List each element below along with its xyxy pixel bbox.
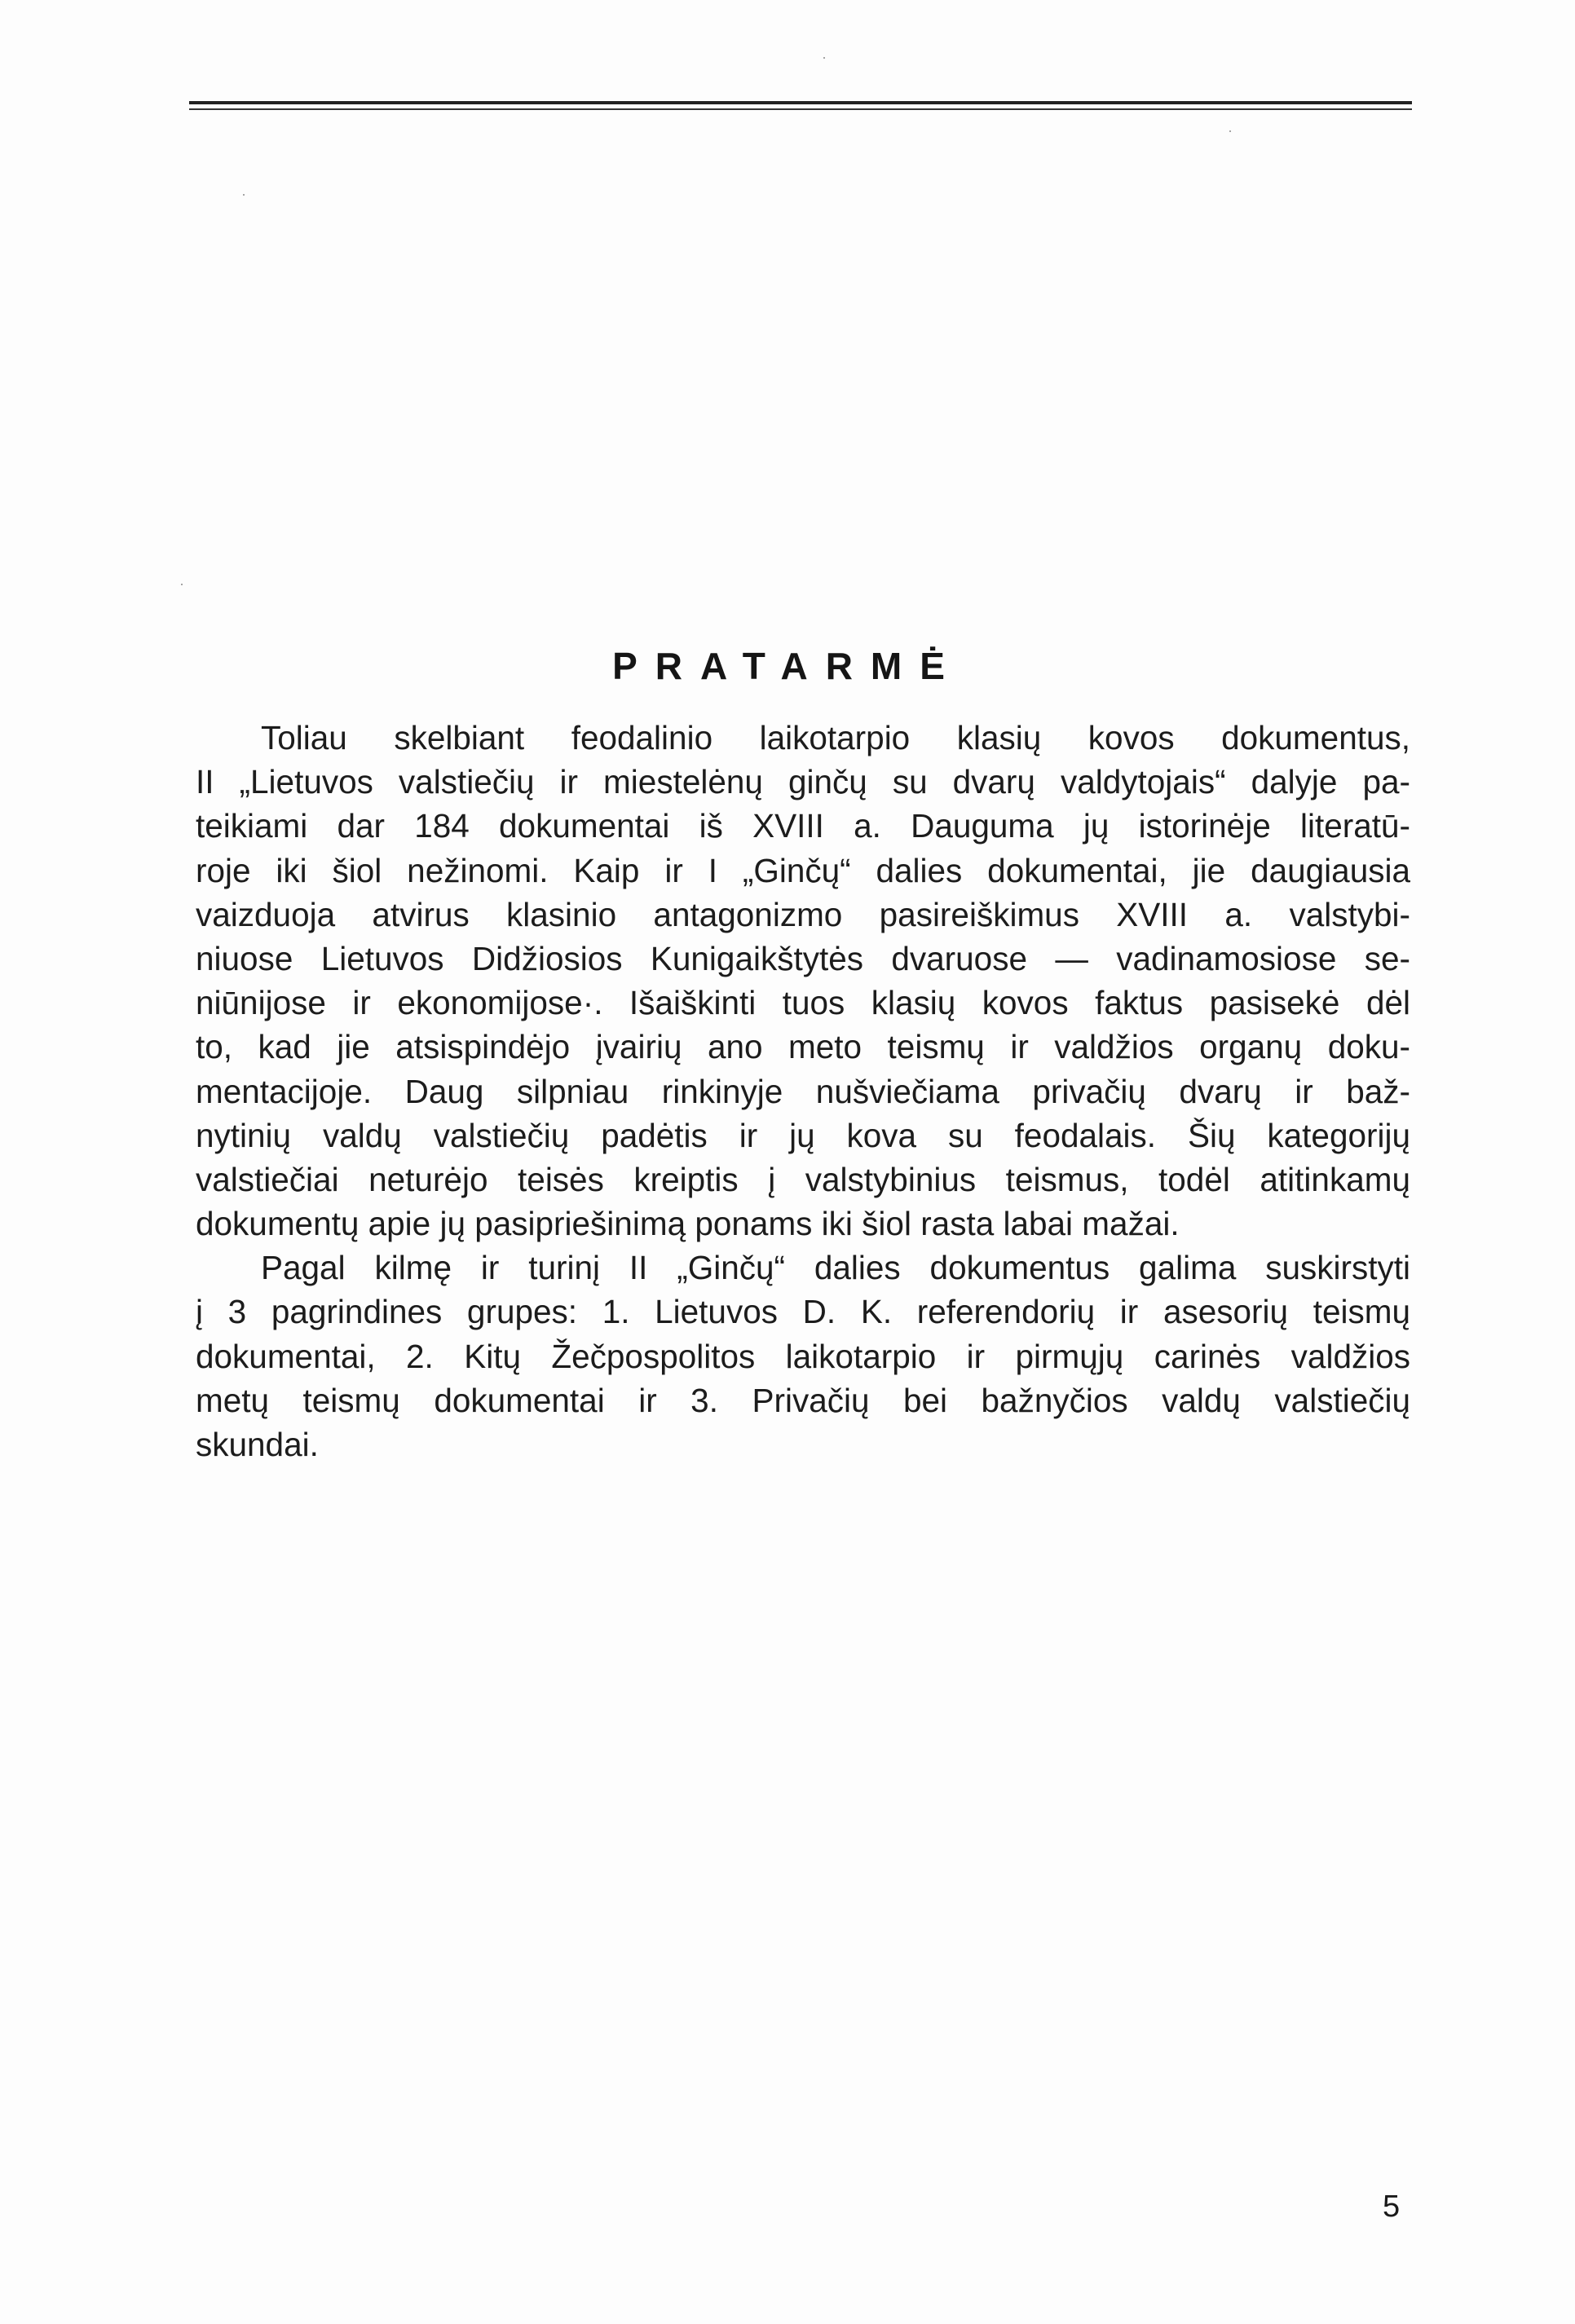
text-line: Pagal kilmę ir turinį II „Ginčų“ dalies dokumentus galima suskirstyti	[261, 1249, 1410, 1287]
text-line: mentacijoje. Daug silpniau rinkinyje nušviečiama privačių dvarų ir baž-	[196, 1072, 1410, 1110]
text-line: vaizduoja atvirus klasinio antagonizmo pasireiškimus XVIII a. valstybi-	[196, 895, 1410, 933]
page-title: PRATARMĖ	[612, 645, 963, 687]
text-line: skundai.	[196, 1426, 319, 1463]
text-line: į 3 pagrindines grupes: 1. Lietuvos D. K. referendorių ir asesorių teismų	[196, 1293, 1410, 1331]
text-line: to, kad jie atsispindėjo įvairių ano meto teismų ir valdžios organų doku-	[196, 1028, 1410, 1066]
text-line: valstiečiai neturėjo teisės kreiptis į valstybinius teismus, todėl atitinkamų	[196, 1160, 1410, 1198]
text-line: dokumentų apie jų pasipriešinimą ponams iki šiol rasta labai mažai.	[196, 1205, 1180, 1243]
top-rule-thin	[189, 108, 1412, 110]
top-rule-thick	[189, 101, 1412, 104]
text-line: niuose Lietuvos Didžiosios Kunigaikštytės dvaruose — vadinamosiose se-	[196, 939, 1410, 977]
text-line: dokumentai, 2. Kitų Žečpospolitos laikotarpio ir pirmųjų carinės valdžios	[196, 1337, 1410, 1375]
text-line: nytinių valdų valstiečių padėtis ir jų kova su feodalais. Šių kategorijų	[196, 1116, 1410, 1154]
text-line: niūnijose ir ekonomijose·. Išaiškinti tuos klasių kovos faktus pasisekė dėl	[196, 984, 1410, 1022]
text-line: II „Lietuvos valstiečių ir miestelėnų ginčų su dvarų valdytojais“ dalyje pa-	[196, 763, 1410, 801]
text-line: teikiami dar 184 dokumentai iš XVIII a. Dauguma jų istorinėje literatū-	[196, 807, 1410, 845]
page-number: 5	[1383, 2189, 1401, 2224]
paragraph-1	[196, 716, 1410, 1246]
top-double-rule	[189, 101, 1412, 116]
paragraph-2	[196, 1246, 1410, 1466]
text-line: roje iki šiol nežinomi. Kaip ir I „Ginčų“ dalies dokumentai, jie daugiausia	[196, 851, 1410, 889]
text-line: metų teismų dokumentai ir 3. Privačių bei bažnyčios valdų valstiečių	[196, 1381, 1410, 1419]
text-line: Toliau skelbiant feodalinio laikotarpio klasių kovos dokumentus,	[261, 719, 1410, 756]
body-text	[196, 716, 1410, 1466]
